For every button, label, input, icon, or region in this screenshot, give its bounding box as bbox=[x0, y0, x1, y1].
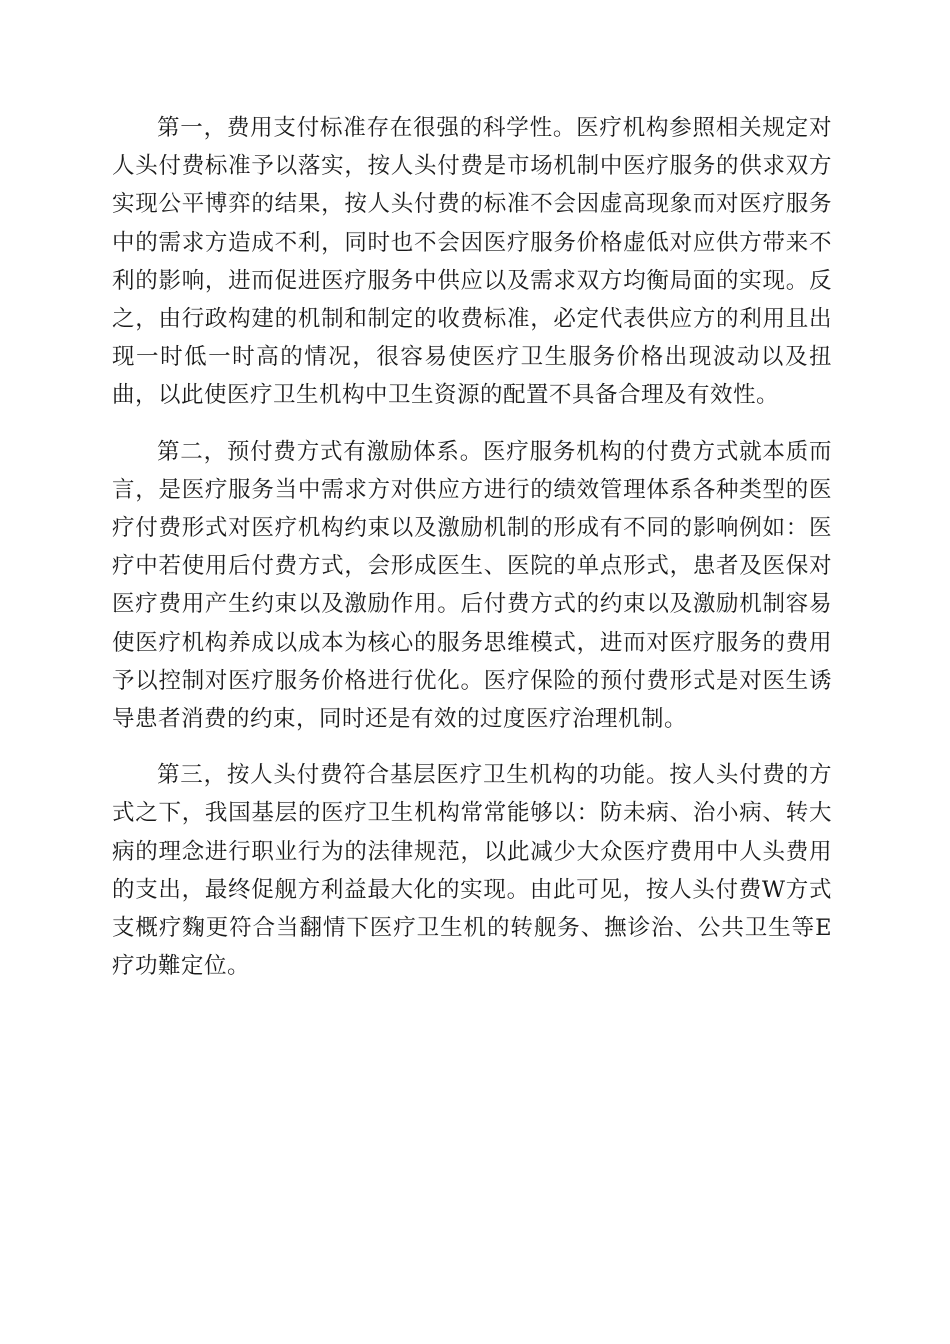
document-body bbox=[112, 109, 832, 1003]
paragraph-1: 第一，费用支付标准存在很强的科学性。医疗机构参照相关规定对人头付费标准予以落实，按人头付费是市场机制中医疗服务的供求双方实现公平博弈的结果，按人头付费的标准不会因虚高现象而对医疗服务中的需求方造成不利，同时也不会因医疗服务价格虚低对应供方带来不利的影响，进而促进医疗服务中供应以及需求双方均衡局面的实现。反之，由行政构建的机制和制定的收费标准，必定代表供应方的利用且出现一时低一时高的情况，很容易使医疗卫生服务价格出现波动以及扭曲，以此使医疗卫生机构中卫生资源的配置不具备合理及有效性。 bbox=[112, 115, 832, 409]
paragraph-2: 第二，预付费方式有激励体系。医疗服务机构的付费方式就本质而言，是医疗服务当中需求方对供应方进行的绩效管理体系各种类型的医疗付费形式对医疗机构约束以及激励机制的形成有不同的影响例如：医疗中若使用后付费方式，会形成医生、医院的单点形式，患者及医保对医疗费用产生约束以及激励作用。后付费方式的约束以及激励机制容易使医疗机构养成以成本为核心的服务思维模式，进而对医疗服务的费用予以控制对医疗服务价格进行优化。医疗保险的预付费形式是对医生诱导患者消费的约束，同时还是有效的过度医疗治理机制。 bbox=[112, 438, 832, 733]
paragraph-3: 第三，按人头付费符合基层医疗卫生机构的功能。按人头付费的方式之下，我国基层的医疗卫生机构常常能够以：防未病、治小病、转大病的理念进行职业行为的法律规范，以此减少大众医疗费用中人头费用的支出，最终促舰方利益最大化的实现。由此可见，按人头付费W方式支概疗麴更符合当翻情下医疗卫生机的转舰务、撫诊治、公共卫生等E疗功難定位。 bbox=[112, 762, 832, 980]
